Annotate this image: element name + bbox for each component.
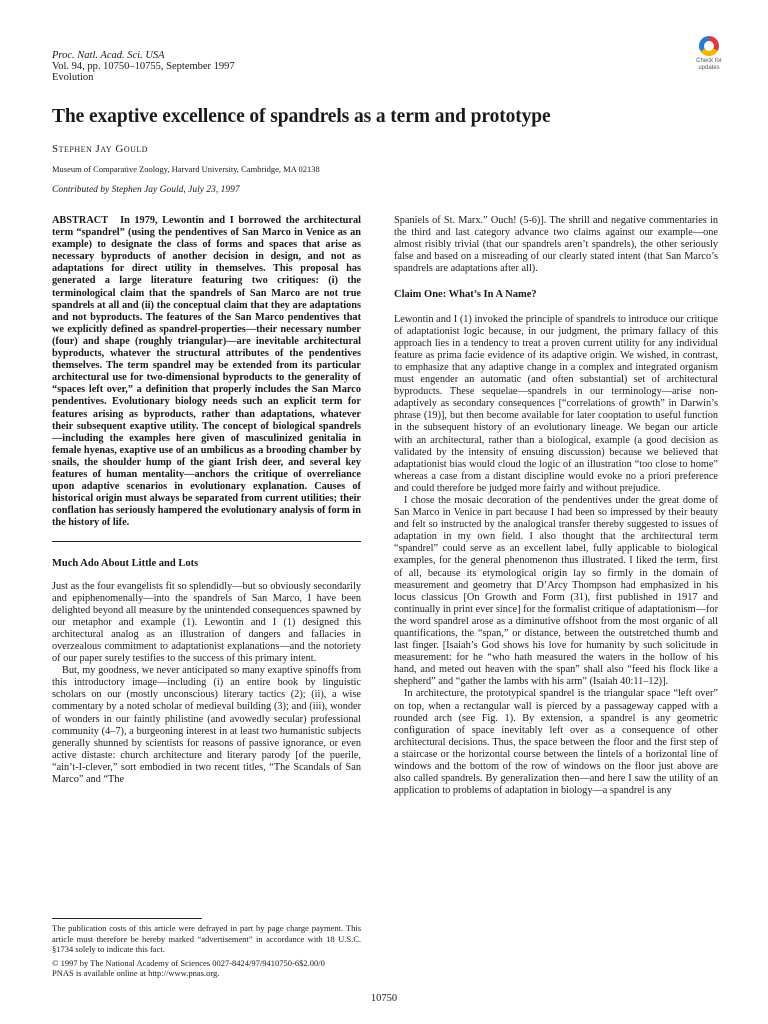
article-title: The exaptive excellence of spandrels as a term and prototype — [52, 106, 551, 127]
journal-section: Evolution — [52, 72, 94, 83]
footnote-rule — [52, 918, 202, 919]
section-heading: Much Ado About Little and Lots — [52, 558, 199, 570]
crossmark-icon — [699, 36, 719, 56]
left-column — [52, 215, 361, 786]
abstract — [52, 215, 361, 529]
copyright-text: © 1997 by The National Academy of Sciences 0027-8424/97/9410750-6$2.00/0 — [52, 957, 325, 968]
paragraph: Spaniels of St. Marx.” Ouch! (5-6)]. The shrill and negative commentaries in the third and last category advance two claims against our example—one almost risibly trivial (that our spandrels aren’t spandrels), the other seriously false and based on a misreading of our clearly stated intent (that San Marco’s spandrels are adaptations after all). — [394, 215, 718, 275]
footnote-text: The publication costs of this article were defrayed in part by page charge payment. This article must therefore be hereby marked “advertisement” in accordance with 18 U.S.C. §1734 solely to indicate this fact. — [52, 923, 361, 954]
pnas-url-text[interactable]: PNAS is available online at http://www.pnas.org. — [52, 968, 220, 978]
contributed-line: Contributed by Stephen Jay Gould, July 23, 1997 — [52, 185, 240, 195]
abstract-text: In 1979, Lewontin and I borrowed the architectural term “spandrel” (using the pendentives of San Marco in Venice as an example) to designate the class of forms and spaces that arise as necessary byproducts of another decision in design, and not as adaptations for direct utility in themselves. This proposal has generated a large literature featuring two critiques: (i) the terminological claim that the spandrels of San Marco are not true spandrels at all and (ii) the conceptual claim that they are adaptations and not byproducts. The features of the San Marco pendentives that we explicitly defined as spandrel-properties—their necessary number (four) and shape (roughly triangular)—are inevitable architectural byproducts, whatever the structural attributes of the pendentives themselves. The term spandrel may be extended from its particular architectural use for two-dimensional byproducts to the generality of “spaces left over,” a definition that properly includes the San Marco pendentives. Evolutionary biology needs such an explicit term for features arising as byproducts, rather than adaptations, whatever their subsequent exaptive utility. The concept of biological spandrels—including the examples here given of masculinized genitalia in female hyenas, exaptive use of an umbilicus as a brooding chamber by snails, the shoulder hump of the giant Irish deer, and several key features of human mentality—anchors the critique of overreliance upon adaptive scenarios in evolutionary explanation. Causes of historical origin must always be separated from current utilities; their conflation has seriously hampered the evolutionary analysis of form in the history of life. — [52, 215, 361, 529]
abstract-divider — [52, 541, 361, 542]
author-name: Stephen Jay Gould — [52, 143, 149, 155]
journal-name: Proc. Natl. Acad. Sci. USA — [52, 50, 165, 61]
journal-header — [52, 50, 235, 83]
paragraph: Just as the four evangelists fit so splendidly—but so obviously secondarily and epiphenomenally—into the spandrels of San Marco, I have been delighted beyond all measure by the unintended consequences spawned by our metaphor and example (1). Lewontin and I (1) designed this architectural analog as an illustration of dangers and fallacies in overzealous commitment to adaptationist explanations—and the notoriety of our paper surely testifies to the success of this primary intent. — [52, 580, 361, 665]
abstract-label: ABSTRACT — [52, 215, 109, 226]
right-column — [394, 215, 718, 797]
badge-label: Check for updates — [696, 58, 722, 71]
journal-volume: Vol. 94, pp. 10750–10755, September 1997 — [52, 61, 235, 72]
paragraph: Lewontin and I (1) invoked the principle of spandrels to introduce our critique of adaptationist logic because, in our judgment, the primary fallacy of this approach lies in a tendency to treat a proven current utility for any individual feature as prima facie evidence of its adaptive origin. We wished, in contrast, to emphasize that any adaptive change in a complex and integrated organism must engender an automatic (and often substantial) set of architectural byproducts. These sequelae—spandrels in our terminology—arise non-adaptively as secondary consequences [“correlations of growth” in Darwin’s phrase (19)], but then become available for later cooptation to useful function in the subsequent history of an evolutionary lineage. We began our article with an architectural, rather than a biological, example (a good decision as validated by the intensity of ensuing discussion) because we believed that adaptationist bias would cloud the logic of an illustration “too close to home” whereas a case from a distant discipline would evoke no a priori preference and could therefore be judged more fairly and without prejudice. — [394, 313, 718, 494]
paragraph: But, my goodness, we never anticipated so many exaptive spinoffs from this introductory image—including (i) an entire book by linguistic scholars on our (mostly unconscious) literary tactics (2); (ii), a wise commentary by a noted scholar of medieval building (3); and (iii), wonder of wonders in our faintly philistine (and avowedly secular) professional community (4–7), a burgeoning interest in at least two humanistic subjects generally shunned by scientists for reasons of passive ignorance, or even active distaste: church architecture and literary parody [of the puerile, “ain’t-I-clever,” sort embodied in two recent titles, “The Scandals of San Marco” and “The — [52, 665, 361, 786]
paragraph: In architecture, the prototypical spandrel is the triangular space “left over” on top, when a rectangular wall is pierced by a passageway capped with a rounded arch (see Fig. 1). By extension, a spandrel is any geometric configuration of space inevitably left over as a consequence of other architectural decisions. Thus, the space between the floor and the first step of a staircase or the horizontal course between the lintels of a horizontal line of windows and the bottom of the row of windows on the floor just above are also called spandrels. By generalization then—and here I saw the utility of an application to problems of adaptation in biology—a spandrel is any — [394, 688, 718, 797]
paragraph: I chose the mosaic decoration of the pendentives under the great dome of San Marco in Venice in part because I had been so impressed by their beauty and felt so instructed by the analogical transfer thereby suggested to issues of adaptation in my own field. I also thought that the architectural term “spandrel” could serve as an excellent label, fully applicable to biological examples, for the general phenomenon thus illustrated. I liked the term, first of all, because its etymological origin lay so firmly in the domain of measurement and geometry that D’Arcy Thompson had emphasized in his locus classicus [On Growth and Form (31), first published in 1917 and continually in print ever since] for the formalist critique of adaptationism—for the word spandrel arose as a diminutive offshoot from the most organic of all quantifications, the “span,” or distance, between the outstretched thumb and last finger. [Isaiah’s God shows his love for humanity by such solicitude in measurement: for he “who hath measured the waters in the hollow of his hand, and meted out heaven with the span” shall also “feed his flock like a shepherd” and “gather the lambs with his arm” (Isaiah 40:11–12)]. — [394, 494, 718, 688]
author-affiliation: Museum of Comparative Zoology, Harvard University, Cambridge, MA 02138 — [52, 164, 320, 174]
page-number: 10750 — [370, 993, 398, 1004]
footnote-block — [52, 918, 361, 979]
check-for-updates-badge[interactable] — [688, 36, 730, 76]
section-heading: Claim One: What’s In A Name? — [394, 289, 537, 301]
